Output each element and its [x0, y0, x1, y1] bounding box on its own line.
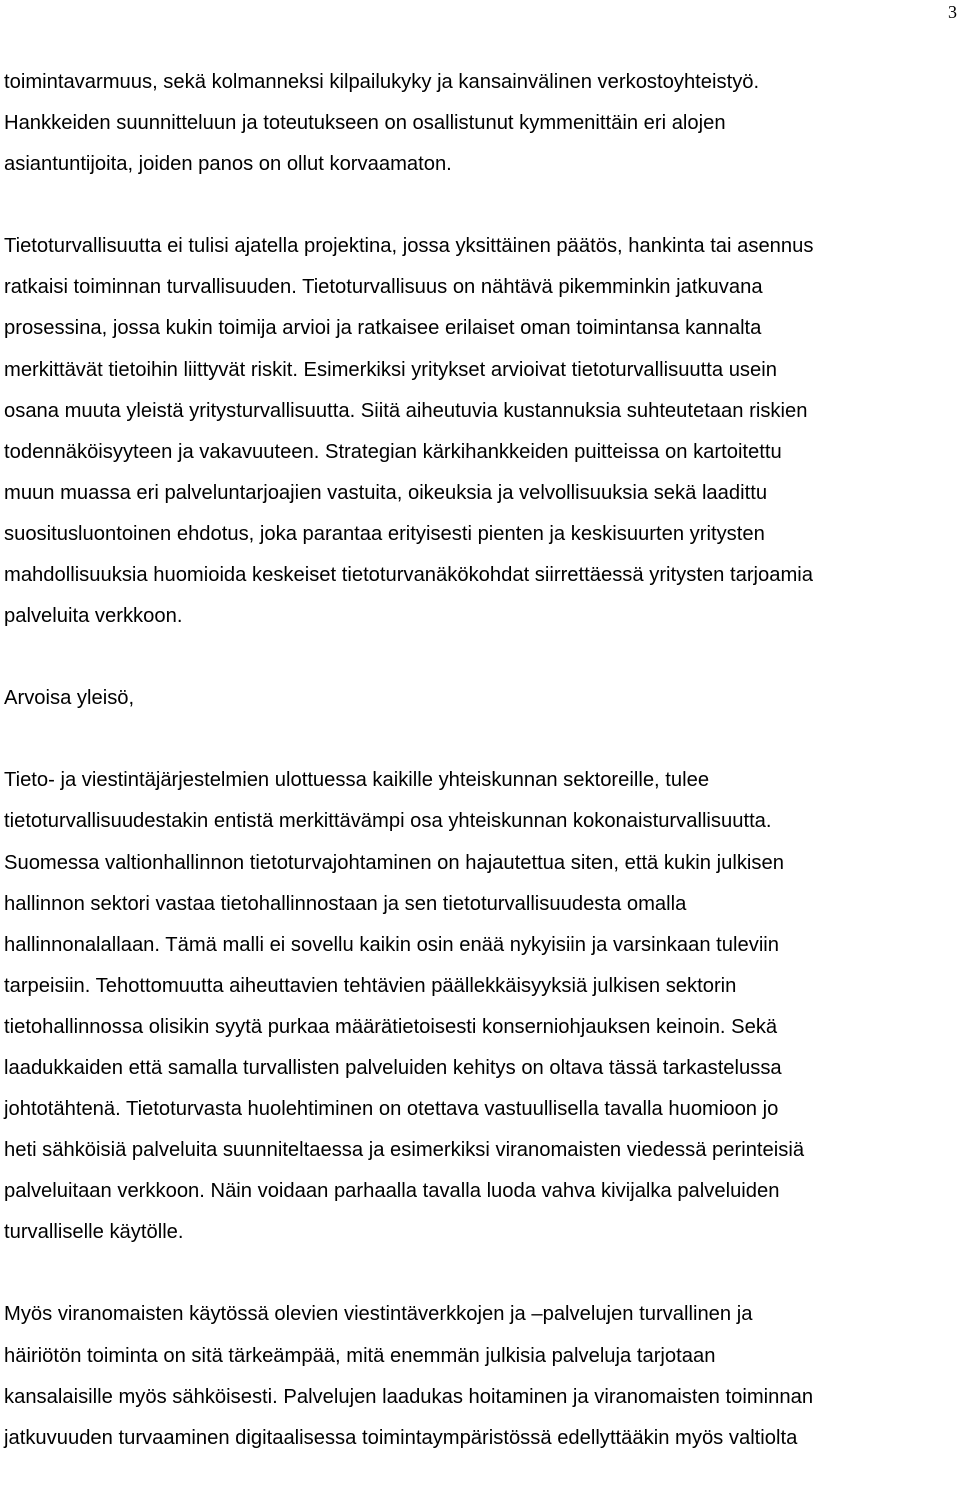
text-line: tietoturvallisuudestakin entistä merkittävämpi osa yhteiskunnan kokonaisturvallisuutta.	[4, 810, 772, 833]
text-line: toimintavarmuus, sekä kolmanneksi kilpailukyky ja kansainvälinen verkostoyhteistyö.	[4, 71, 760, 93]
text-line: palveluitaan verkkoon. Näin voidaan parhaalla tavalla luoda vahva kivijalka palveluiden	[4, 1180, 780, 1203]
text-line: Tieto- ja viestintäjärjestelmien ulottuessa kaikille yhteiskunnan sektoreille, tulee	[4, 769, 710, 792]
text-line: laadukkaiden että samalla turvallisten palveluiden kehitys on oltava tässä tarkastelussa	[4, 1056, 782, 1079]
text-line: todennäköisyyteen ja vakavuuteen. Strategian kärkihankkeiden puitteissa on kartoitettu	[4, 440, 782, 463]
text-line: kansalaisille myös sähköisesti. Palvelujen laadukas hoitaminen ja viranomaisten toiminnan	[4, 1385, 814, 1408]
text-line: merkittävät tietoihin liittyvät riskit. Esimerkiksi yritykset arvioivat tietoturvallisuutta usein	[4, 358, 777, 381]
page-number: 3	[948, 2, 957, 22]
paragraph-2	[4, 226, 958, 637]
text-line: prosessina, jossa kukin toimija arvioi ja ratkaisee erilaiset oman toimintansa kannalta	[4, 317, 762, 340]
text-line: Myös viranomaisten käytössä olevien viestintäverkkojen ja –palvelujen turvallinen ja	[4, 1303, 753, 1326]
text-line: tietohallinnossa olisikin syytä purkaa määrätietoisesti konserniohjauksen keinoin. Sekä	[4, 1015, 778, 1038]
text-line: palveluita verkkoon.	[4, 605, 183, 628]
text-line: jatkuvuuden turvaaminen digitaalisessa toimintaympäristössä edellyttääkin myös valtiolta	[4, 1426, 798, 1449]
text-line: suositusluontoinen ehdotus, joka parantaa erityisesti pienten ja keskisuurten yritysten	[4, 522, 765, 545]
paragraph-3	[4, 760, 958, 1253]
text-line: heti sähköisiä palveluita suunniteltaessa ja esimerkiksi viranomaisten viedessä perinteisiä	[4, 1139, 805, 1162]
text-line: tarpeisiin. Tehottomuutta aiheuttavien tehtävien päällekkäisyyksiä julkisen sektorin	[4, 974, 737, 997]
salutation	[4, 678, 958, 719]
text-line: Hankkeiden suunnitteluun ja toteutukseen on osallistunut kymmenittäin eri alojen	[4, 112, 726, 135]
text-line: hallinnon sektori vastaa tietohallinnostaan ja sen tietoturvallisuudesta omalla	[4, 892, 687, 915]
text-line: häiriötön toiminta on sitä tärkeämpää, mitä enemmän julkisia palveluja tarjotaan	[4, 1344, 716, 1367]
text-line: johtotähtenä. Tietoturvasta huolehtiminen on otettava vastuullisella tavalla huomioon jo	[4, 1098, 779, 1121]
text-line: muun muassa eri palveluntarjoajien vastuita, oikeuksia ja velvollisuuksia sekä laadittu	[4, 481, 768, 504]
text-line: Suomessa valtionhallinnon tietoturvajohtaminen on hajautettua siten, että kukin julkisen	[4, 851, 784, 874]
text-line: Tietoturvallisuutta ei tulisi ajatella projektina, jossa yksittäinen päätös, hankinta tai asennus	[4, 235, 814, 258]
document-body	[4, 62, 958, 1500]
paragraph-4	[4, 1294, 958, 1458]
text-line: turvalliselle käytölle.	[4, 1221, 184, 1244]
text-line: ratkaisi toiminnan turvallisuuden. Tietoturvallisuus on nähtävä pikemminkin jatkuvana	[4, 276, 763, 299]
text-line: asiantuntijoita, joiden panos on ollut korvaamaton.	[4, 153, 452, 176]
text-line: mahdollisuuksia huomioida keskeiset tietoturvanäkökohdat siirrettäessä yritysten tarjoamia	[4, 564, 814, 587]
paragraph-1	[4, 62, 958, 185]
text-line: osana muuta yleistä yritysturvallisuutta. Siitä aiheutuvia kustannuksia suhteutetaan riskien	[4, 399, 808, 422]
text-line: Arvoisa yleisö,	[4, 687, 135, 710]
text-line: hallinnonalallaan. Tämä malli ei sovellu kaikin osin enää nykyisiin ja varsinkaan tuleviin	[4, 933, 780, 956]
